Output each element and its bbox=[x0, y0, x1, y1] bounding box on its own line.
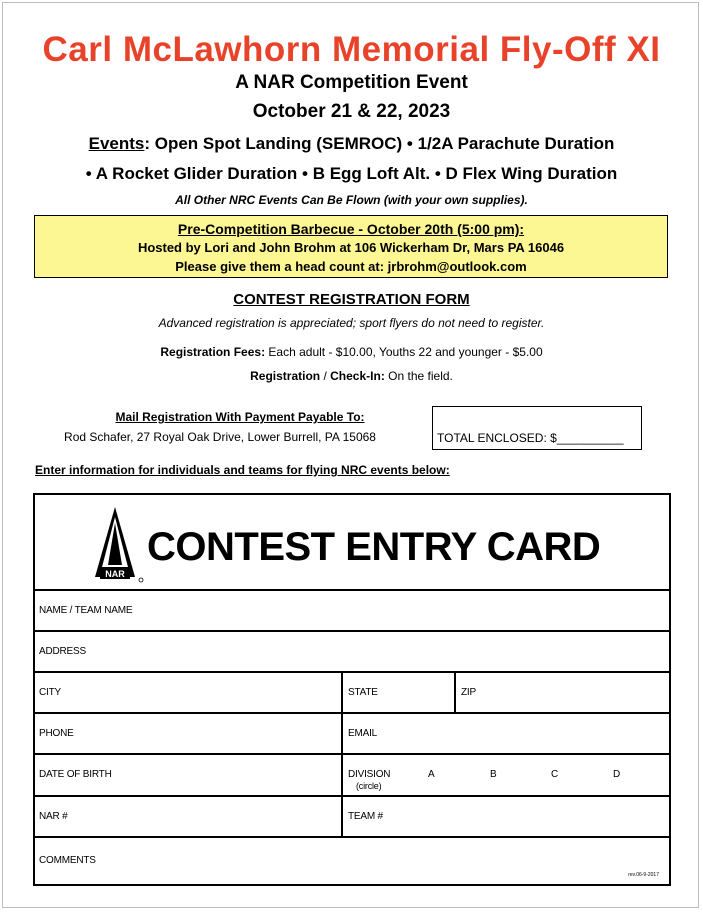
event-title: Carl McLawhorn Memorial Fly-Off XI bbox=[42, 30, 661, 69]
nar-logo-text: NAR bbox=[105, 569, 125, 579]
total-enclosed-box[interactable] bbox=[432, 406, 642, 450]
team-number-field[interactable]: TEAM # bbox=[348, 811, 383, 822]
mail-registration-address: Rod Schafer, 27 Royal Oak Drive, Lower Burrell, PA 15068 bbox=[64, 430, 376, 444]
card-zip-divider bbox=[454, 671, 456, 712]
card-title: CONTEST ENTRY CARD bbox=[147, 525, 601, 569]
registration-checkin bbox=[0, 369, 703, 383]
events-line-2: • A Rocket Glider Duration • B Egg Loft Alt. • D Flex Wing Duration bbox=[85, 164, 618, 183]
checkin-text: On the field. bbox=[384, 369, 453, 383]
nar-logo-icon bbox=[95, 505, 145, 585]
state-field[interactable]: STATE bbox=[348, 687, 378, 698]
enter-info-instructions: Enter information for individuals and teams for flying NRC events below: bbox=[35, 463, 450, 477]
other-events-note: All Other NRC Events Can Be Flown (with your own supplies). bbox=[175, 193, 528, 207]
date-of-birth-field[interactable]: DATE OF BIRTH bbox=[39, 769, 112, 780]
checkin-sep: / bbox=[320, 369, 331, 383]
card-rule-2 bbox=[35, 630, 669, 632]
events-line-1 bbox=[0, 134, 703, 154]
division-option-a[interactable]: A bbox=[428, 769, 435, 780]
registration-fees bbox=[0, 345, 703, 359]
event-dates: October 21 & 22, 2023 bbox=[252, 101, 451, 122]
zip-field[interactable]: ZIP bbox=[461, 687, 476, 698]
email-field[interactable]: EMAIL bbox=[348, 728, 378, 739]
event-subtitle: A NAR Competition Event bbox=[235, 72, 468, 93]
name-team-field[interactable]: NAME / TEAM NAME bbox=[39, 605, 133, 616]
checkin-label-2: Check-In: bbox=[330, 369, 385, 383]
card-rule-7 bbox=[35, 836, 669, 838]
total-enclosed-label: TOTAL ENCLOSED: $__________ bbox=[437, 431, 624, 445]
registration-form-title: CONTEST REGISTRATION FORM bbox=[233, 291, 470, 308]
division-option-d[interactable]: D bbox=[613, 769, 621, 780]
division-label: DIVISION bbox=[348, 769, 391, 780]
events-label: Events bbox=[88, 134, 145, 153]
address-field[interactable]: ADDRESS bbox=[39, 646, 86, 657]
card-rule-3 bbox=[35, 671, 669, 673]
city-field[interactable]: CITY bbox=[39, 687, 61, 698]
comments-field[interactable]: COMMENTS bbox=[39, 855, 96, 866]
division-option-c[interactable]: C bbox=[551, 769, 559, 780]
events-list-1: : Open Spot Landing (SEMROC) • 1/2A Parachute Duration bbox=[144, 134, 615, 153]
barbecue-headcount: Please give them a head count at: jrbrohm@outlook.com bbox=[175, 259, 527, 274]
division-circle-note: (circle) bbox=[356, 781, 382, 791]
barbecue-box bbox=[34, 215, 668, 278]
fees-label: Registration Fees: bbox=[160, 345, 266, 359]
barbecue-host: Hosted by Lori and John Brohm at 106 Wickerham Dr, Mars PA 16046 bbox=[137, 240, 565, 255]
card-rule-6 bbox=[35, 795, 669, 797]
division-option-b[interactable]: B bbox=[490, 769, 497, 780]
barbecue-heading: Pre-Competition Barbecue - October 20th (5:00 pm): bbox=[177, 221, 525, 237]
advanced-registration-note: Advanced registration is appreciated; sport flyers do not need to register. bbox=[158, 316, 545, 330]
checkin-label: Registration bbox=[250, 369, 321, 383]
mail-registration-heading: Mail Registration With Payment Payable To: bbox=[115, 410, 365, 424]
phone-field[interactable]: PHONE bbox=[39, 728, 74, 739]
revision-note: rev.06-9-2017 bbox=[628, 872, 659, 878]
contest-entry-card bbox=[33, 493, 671, 886]
card-column-divider bbox=[341, 671, 343, 836]
fees-text: Each adult - $10.00, Youths 22 and younger - $5.00 bbox=[265, 345, 543, 359]
nar-number-field[interactable]: NAR # bbox=[39, 811, 68, 822]
card-rule-4 bbox=[35, 712, 669, 714]
card-rule-1 bbox=[35, 589, 669, 591]
card-rule-5 bbox=[35, 753, 669, 755]
card-header bbox=[35, 495, 669, 591]
